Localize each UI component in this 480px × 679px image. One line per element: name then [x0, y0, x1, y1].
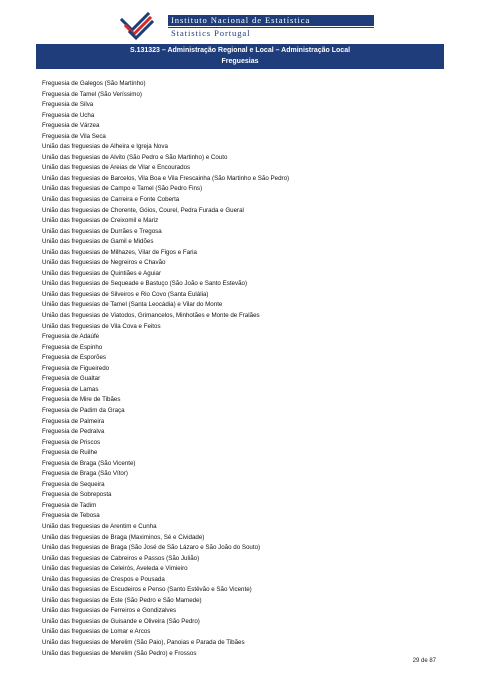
- list-item: Freguesia de Várzea: [42, 122, 100, 130]
- list-item: Freguesia de Silva: [42, 101, 94, 109]
- list-item: Freguesia de Ruilhe: [42, 449, 98, 457]
- list-item: União das freguesias de Quintiães e Aguiar: [42, 269, 162, 277]
- list-item: União das freguesias de Ferreiros e Gondizalves: [42, 607, 177, 615]
- list-item: Freguesia de Esporões: [42, 354, 106, 362]
- list-item: União das freguesias de Gamil e Midões: [42, 238, 154, 246]
- list-item: União das freguesias de Celeirós, Aveleda e Vimieiro: [42, 565, 188, 573]
- list-item: União das freguesias de Alheira e Igreja Nova: [42, 143, 168, 151]
- list-item: União das freguesias de Sequeade e Bastuço (São João e Santo Estevão): [42, 280, 248, 288]
- list-item: União das freguesias de Negreiros e Chavão: [42, 259, 166, 267]
- list-item: União das freguesias de Campo e Tamel (São Pedro Fins): [42, 185, 203, 193]
- list-item: Freguesia de Sobreposta: [42, 491, 112, 499]
- section-title: S.131323 – Administração Regional e Local – Administração Local: [129, 47, 351, 54]
- list-item: União das freguesias de Braga (Maximinos, Sé e Cividade): [42, 533, 205, 541]
- list-item: União das freguesias de Crespos e Pousada: [42, 575, 165, 583]
- list-item: Freguesia de Figueiredo: [42, 364, 110, 372]
- list-item: Freguesia de Tadim: [42, 501, 97, 509]
- list-item: União das freguesias de Silveiros e Rio Covo (Santa Eulália): [42, 290, 209, 298]
- list-item: União das freguesias de Chorente, Góios, Courel, Pedra Furada e Gueral: [42, 206, 244, 214]
- list-item: União das freguesias de Tamel (Santa Leocádia) e Vilar do Monte: [42, 301, 223, 309]
- list-item: União das freguesias de Merelim (São Pedro) e Frossos: [42, 649, 197, 657]
- list-item: União das freguesias de Guisande e Oliveira (São Pedro): [42, 617, 200, 625]
- page-header: [118, 12, 378, 44]
- list-item: Freguesia de Tebosa: [42, 512, 100, 520]
- list-item: União das freguesias de Viatodos, Grimancelos, Minhotães e Monte de Fralães: [42, 312, 260, 320]
- freguesias-list: [42, 79, 452, 659]
- list-item: União das freguesias de Alvito (São Pedro e São Martinho) e Couto: [42, 153, 228, 161]
- list-item: União das freguesias de Creixomil e Mariz: [42, 217, 159, 225]
- list-item: Freguesia de Vila Seca: [42, 132, 106, 140]
- ine-logo: [118, 12, 164, 40]
- list-item: Freguesia de Pedralva: [42, 428, 105, 436]
- list-item: União das freguesias de Lomar e Arcos: [42, 628, 151, 636]
- org-name-en: Statistics Portugal: [168, 27, 374, 38]
- list-item: Freguesia de Adaúfe: [42, 333, 100, 341]
- list-item: Freguesia de Mire de Tibães: [42, 396, 121, 404]
- list-item: Freguesia de Espinho: [42, 343, 103, 351]
- page-number: 29 de 87: [412, 658, 436, 664]
- list-item: União das freguesias de Escudeiros e Penso (Santo Estêvão e São Vicente): [42, 586, 252, 594]
- list-item: União das freguesias de Cabreiros e Passos (São Julião): [42, 554, 200, 562]
- list-item: União das freguesias de Braga (São José de São Lázaro e São João do Souto): [42, 544, 261, 552]
- list-item: União das freguesias de Carreira e Fonte Coberta: [42, 196, 180, 204]
- org-name-block: [168, 15, 374, 38]
- list-item: Freguesia de Galegos (São Martinho): [42, 80, 146, 87]
- list-item: Freguesia de Lamas: [42, 385, 99, 393]
- list-item: Freguesia de Sequeira: [42, 480, 105, 488]
- list-item: União das freguesias de Milhazes, Vilar de Figos e Faria: [42, 248, 197, 256]
- list-item: União das freguesias de Areias de Vilar e Encourados: [42, 164, 191, 172]
- list-item: Freguesia de Tamel (São Veríssimo): [42, 90, 142, 98]
- list-item: União das freguesias de Este (São Pedro e São Mamede): [42, 596, 202, 604]
- list-item: Freguesia de Priscos: [42, 438, 101, 446]
- list-item: Freguesia de Padim da Graça: [42, 406, 125, 414]
- list-item: União das freguesias de Arentim e Cunha: [42, 522, 157, 530]
- list-item: Freguesia de Braga (São Vicente): [42, 459, 136, 467]
- list-item: Freguesia de Braga (São Vítor): [42, 470, 128, 478]
- list-item: União das freguesias de Merelim (São Paio), Panoias e Parada de Tibães: [42, 638, 245, 646]
- section-title-bar: [36, 44, 444, 69]
- section-subtitle: Freguesias: [221, 58, 259, 65]
- list-item: Freguesia de Palmeira: [42, 417, 105, 425]
- list-item: União das freguesias de Durrães e Tregosa: [42, 227, 162, 235]
- list-item: União das freguesias de Vila Cova e Feitos: [42, 322, 161, 330]
- org-name-pt: Instituto Nacional de Estatística: [168, 15, 374, 26]
- list-item: União das freguesias de Barcelos, Vila Boa e Vila Frescainha (São Martinho e São Pedro): [42, 174, 290, 182]
- list-item: Freguesia de Ucha: [42, 111, 95, 119]
- list-item: Freguesia de Gualtar: [42, 375, 101, 383]
